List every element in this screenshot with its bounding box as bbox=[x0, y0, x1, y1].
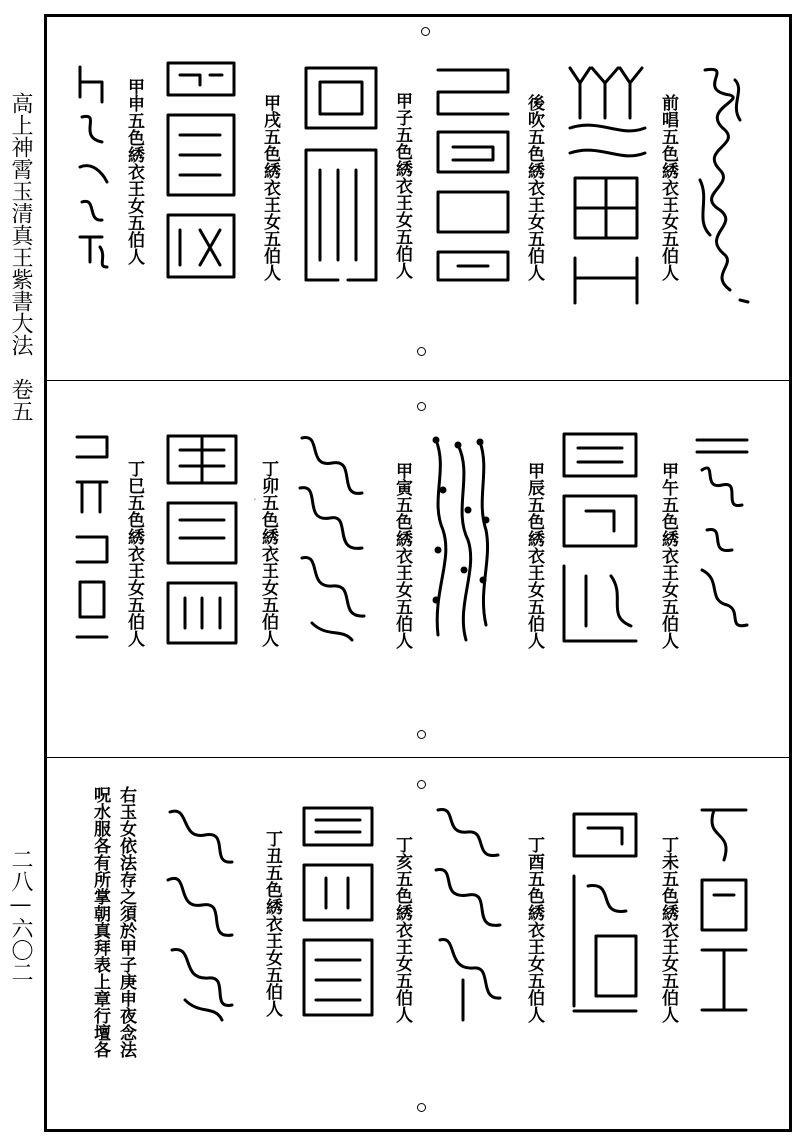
binding-ring bbox=[417, 780, 426, 789]
talisman-label: 後吹五色綉衣王女五伯人 bbox=[524, 94, 544, 281]
talisman-label: 丁亥五色綉衣王女五伯人 bbox=[392, 836, 412, 1023]
talisman-glyph bbox=[556, 426, 644, 651]
binding-ring bbox=[417, 347, 426, 356]
talisman-glyph bbox=[72, 432, 114, 647]
talisman-label: 丁酉五色綉衣王女五伯人 bbox=[524, 836, 544, 1023]
talisman-label: 甲寅五色綉衣王女五伯人 bbox=[392, 462, 412, 649]
closing-text-line-2: 呪水服各有所掌朝真拜表上章行壇各 bbox=[90, 786, 110, 1058]
talisman-glyph bbox=[428, 800, 508, 1025]
talisman-glyph bbox=[566, 806, 644, 1021]
talisman-glyph bbox=[72, 62, 114, 272]
small-annotation: ⸱ bbox=[250, 498, 259, 501]
talisman-glyph bbox=[428, 430, 496, 645]
panel-divider-1 bbox=[44, 380, 792, 381]
closing-text-line-1: 右玉女依法存之須於甲子庚申夜念法 bbox=[116, 786, 136, 1058]
talisman-glyph bbox=[160, 428, 244, 653]
book-title: 高上神霄玉清真王紫書大法 卷五 bbox=[8, 92, 33, 422]
talisman-glyph bbox=[296, 800, 380, 1025]
talisman-label: 丁卯五色綉衣王女五伯人 bbox=[258, 460, 278, 647]
panel-divider-2 bbox=[44, 757, 792, 758]
page-number: 二八—六〇二 bbox=[8, 848, 33, 983]
binding-ring bbox=[417, 1103, 426, 1112]
talisman-glyph bbox=[692, 430, 752, 640]
binding-ring bbox=[417, 402, 426, 411]
page-frame bbox=[44, 14, 792, 1132]
talisman-glyph bbox=[694, 800, 754, 1025]
talisman-glyph bbox=[560, 58, 652, 313]
talisman-label: 丁未五色綉衣王女五伯人 bbox=[658, 836, 678, 1023]
talisman-glyph bbox=[428, 62, 516, 287]
talisman-label: 丁丑五色綉衣王女五伯人 bbox=[262, 830, 282, 1017]
talisman-glyph bbox=[298, 60, 384, 290]
talisman-label: 甲午五色綉衣王女五伯人 bbox=[658, 462, 678, 649]
talisman-label: 甲子五色綉衣王女五伯人 bbox=[392, 92, 412, 279]
talisman-label: 丁巳五色綉衣王女五伯人 bbox=[124, 460, 144, 647]
binding-ring bbox=[417, 730, 426, 739]
talisman-glyph bbox=[160, 55, 242, 285]
talisman-label: 前唱五色綉衣王女五伯人 bbox=[658, 94, 678, 281]
talisman-glyph bbox=[690, 60, 750, 310]
talisman-label: 甲辰五色綉衣王女五伯人 bbox=[524, 462, 544, 649]
talisman-glyph bbox=[292, 428, 374, 648]
binding-ring bbox=[421, 27, 430, 36]
talisman-glyph bbox=[160, 800, 240, 1025]
talisman-label: 甲申五色綉衣王女五伯人 bbox=[124, 78, 144, 265]
talisman-label: 甲戌五色綉衣王女五伯人 bbox=[260, 94, 280, 281]
